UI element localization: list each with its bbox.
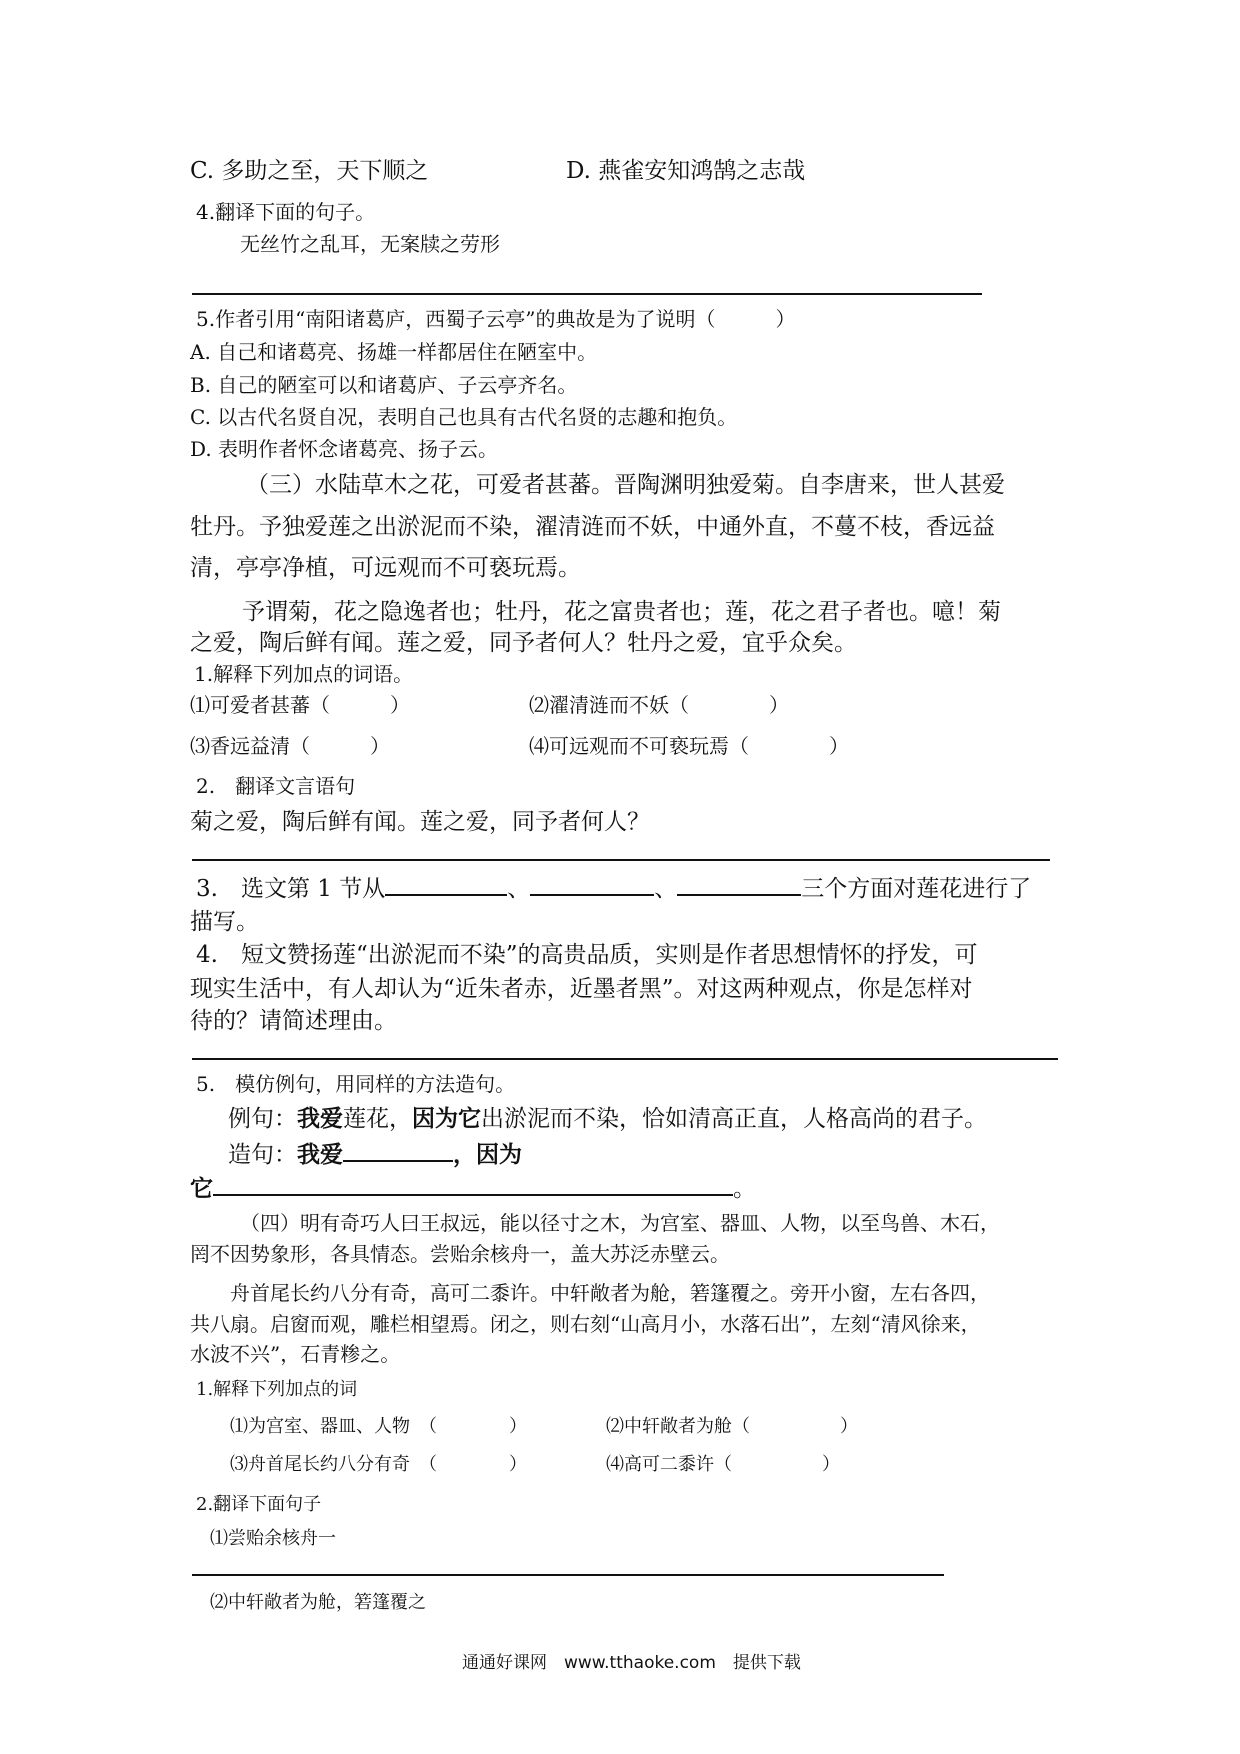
bold-text: 我爱 (297, 1141, 343, 1168)
q5-title: 5. 模仿例句，用同样的方法造句。 (196, 1072, 516, 1096)
make-sentence (228, 1136, 522, 1169)
q2-item: ⑵中轩敞者为舱，箬篷覆之 (210, 1592, 426, 1613)
make-sentence-2 (190, 1170, 756, 1203)
q1-item: ⑷高可二黍许（ ） (606, 1454, 840, 1475)
q2-title: 2. 翻译文言语句 (196, 774, 356, 798)
passage-4-line: 罔不因势象形，各具情态。尝贻余核舟一，盖大苏泛赤壁云。 (190, 1242, 730, 1266)
answer-line (192, 1058, 1058, 1060)
footer-text: 通通好课网 www.tthaoke.com 提供下载 (462, 1653, 801, 1673)
q1-item: ⑶香远益清（ ） (190, 734, 390, 758)
passage-3-line: 之爱，陶后鲜有闻。莲之爱，同予者何人？牡丹之爱，宜乎众矣。 (190, 630, 857, 656)
fill-blank[interactable] (385, 871, 507, 896)
q1-item: ⑴为宫室、器皿、人物 （ ） (230, 1416, 527, 1437)
q5-option-d: D. 表明作者怀念诸葛亮、扬子云。 (190, 437, 499, 461)
passage-4-line: （四）明有奇巧人曰王叔远，能以径寸之木，为宫室、器皿、人物，以至鸟兽、木石， (240, 1211, 1000, 1235)
q1-title: 1.解释下列加点的词语。 (194, 662, 414, 686)
answer-line (192, 293, 982, 295)
q4-sentence: 无丝竹之乱耳，无案牍之劳形 (240, 232, 500, 256)
bold-text: ，因为 (453, 1141, 522, 1168)
passage-3-line: 予谓菊，花之隐逸者也；牡丹，花之富贵者也；莲，花之君子者也。噫！菊 (242, 599, 1001, 625)
q3-suffix: 三个方面对莲花进行了 (801, 876, 1032, 902)
bold-text: 我爱 (297, 1105, 343, 1132)
fill-blank[interactable] (343, 1137, 453, 1162)
passage-4-line: 水波不兴”，石青糁之。 (190, 1342, 401, 1366)
q3-line-2: 描写。 (190, 909, 259, 935)
example-text: 莲花， (343, 1106, 412, 1132)
example-text: 出淤泥而不染，恰如清高正直，人格高尚的君子。 (481, 1106, 987, 1132)
passage-4-line: 舟首尾长约八分有奇，高可二黍许。中轩敞者为舱，箬篷覆之。旁开小窗，左右各四， (230, 1281, 990, 1305)
option-c: C. 多助之至，天下顺之 (190, 158, 429, 184)
separator: 、 (507, 876, 531, 902)
fill-blank[interactable] (530, 871, 654, 896)
q1-item: ⑶舟首尾长约八分有奇 （ ） (230, 1454, 527, 1475)
make-label: 造句： (228, 1142, 297, 1168)
passage-4-line: 共八扇。启窗而观，雕栏相望焉。闭之，则右刻“山高月小，水落石出”，左刻“清风徐来， (190, 1312, 981, 1336)
bold-text: 它 (190, 1175, 213, 1202)
q5-option-a: A. 自己和诸葛亮、扬雄一样都居住在陋室中。 (190, 340, 598, 364)
q4-title: 4.翻译下面的句子。 (196, 200, 376, 224)
q1-item: ⑵中轩敞者为舱（ ） (606, 1416, 858, 1437)
passage-3-line: 清，亭亭净植，可远观而不可亵玩焉。 (190, 555, 581, 581)
fill-blank[interactable] (213, 1171, 733, 1196)
q4-line: 现实生活中，有人却认为“近朱者赤，近墨者黑”。对这两种观点，你是怎样对 (190, 976, 973, 1002)
bold-text: 因为它 (412, 1105, 481, 1132)
answer-line (192, 1574, 944, 1576)
q2-sentence: 菊之爱，陶后鲜有闻。莲之爱，同予者何人？ (190, 809, 650, 835)
q4-line: 待的？请简述理由。 (190, 1008, 397, 1034)
q1-item: ⑴可爱者甚蕃（ ） (190, 693, 410, 717)
q2-title: 2.翻译下面句子 (196, 1494, 322, 1515)
q4-line: 4. 短文赞扬莲“出淤泥而不染”的高贵品质，实则是作者思想情怀的抒发，可 (196, 942, 978, 968)
q3-prefix: 3. 选文第 1 节从 (196, 876, 386, 902)
q3-line (196, 870, 1031, 903)
q1-item: ⑷可远观而不可亵玩焉（ ） (529, 734, 849, 758)
separator: 、 (654, 876, 678, 902)
q2-item: ⑴尝贻余核舟一 (210, 1528, 336, 1549)
q1-title: 1.解释下列加点的词 (196, 1379, 358, 1400)
q5-option-c: C. 以古代名贤自况，表明自己也具有古代名贤的志趣和抱负。 (190, 405, 738, 429)
period: 。 (733, 1176, 756, 1202)
example-label: 例句： (228, 1106, 297, 1132)
passage-3-line: 牡丹。予独爱莲之出淤泥而不染，濯清涟而不妖，中通外直，不蔓不枝，香远益 (190, 514, 995, 540)
passage-3-line: （三）水陆草木之花，可爱者甚蕃。晋陶渊明独爱菊。自李唐来，世人甚爱 (246, 472, 1005, 498)
option-d: D. 燕雀安知鸿鹄之志哉 (566, 158, 806, 184)
answer-line (192, 859, 1050, 861)
example-sentence (228, 1100, 987, 1133)
fill-blank[interactable] (677, 871, 801, 896)
q1-item: ⑵濯清涟而不妖（ ） (529, 693, 789, 717)
q5-option-b: B. 自己的陋室可以和诸葛庐、子云亭齐名。 (190, 373, 578, 397)
q5-stem: 5.作者引用“南阳诸葛庐，西蜀子云亭”的典故是为了说明（ ） (196, 307, 796, 331)
